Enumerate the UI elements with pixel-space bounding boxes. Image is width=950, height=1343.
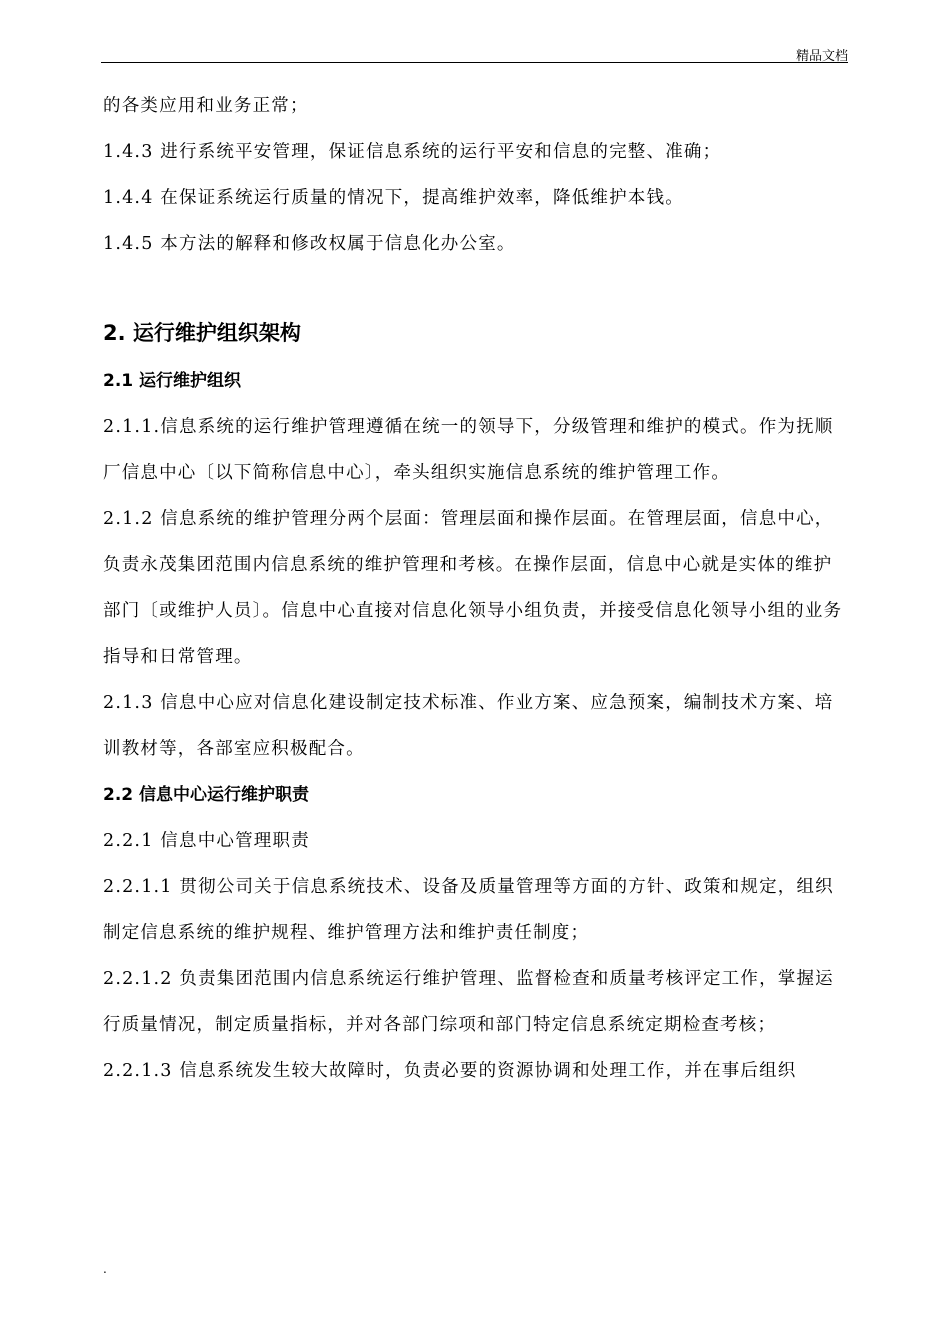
paragraph: 的各类应用和业务正常； (103, 96, 309, 116)
paragraph: 1.4.3 进行系统平安管理，保证信息系统的运行平安和信息的完整、准确； (103, 142, 722, 162)
page-body (103, 83, 848, 1094)
footer-mark: . (103, 1262, 107, 1276)
paragraph: 1.4.4 在保证系统运行质量的情况下，提高维护效率，降低维护本钱。 (103, 188, 684, 208)
header-label: 精品文档 (795, 49, 848, 64)
paragraph: 2.2.1.2 负责集团范围内信息系统运行维护管理、监督检查和质量考核评定工作，掌握运行质量情况，制定质量指标，并对各部门综项和部门特定信息系统定期检查考核； (103, 969, 834, 1035)
paragraph: 2.1.1.信息系统的运行维护管理遵循在统一的领导下，分级管理和维护的模式。作为抚顺厂信息中心〔以下简称信息中心〕，牵头组织实施信息系统的维护管理工作。 (103, 417, 834, 483)
paragraph: 2.2.1 信息中心管理职责 (103, 831, 310, 851)
paragraph: 2.2.1.1 贯彻公司关于信息系统技术、设备及质量管理等方面的方针、政策和规定，组织制定信息系统的维护规程、维护管理方法和维护责任制度； (103, 877, 834, 943)
section-heading: 2. 运行维护组织架构 (103, 321, 301, 345)
paragraph: 2.1.2 信息系统的维护管理分两个层面：管理层面和操作层面。在管理层面，信息中心，负责永茂集团范围内信息系统的维护管理和考核。在操作层面，信息中心就是实体的维护部门〔或维护人员〕。信息中心直接对信息化领导小组负责，并接受信息化领导小组的业务指导和日常管理。 (103, 509, 843, 667)
paragraph: 2.1.3 信息中心应对信息化建设制定技术标准、作业方案、应急预案，编制技术方案、培训教材等，各部室应积极配合。 (103, 693, 834, 759)
paragraph: 2.2.1.3 信息系统发生较大故障时，负责必要的资源协调和处理工作，并在事后组织 (103, 1061, 797, 1081)
subsection-heading: 2.1 运行维护组织 (103, 371, 242, 391)
paragraph: 1.4.5 本方法的解释和修改权属于信息化办公室。 (103, 234, 516, 254)
header-rule (101, 62, 848, 63)
subsection-heading: 2.2 信息中心运行维护职责 (103, 785, 310, 805)
